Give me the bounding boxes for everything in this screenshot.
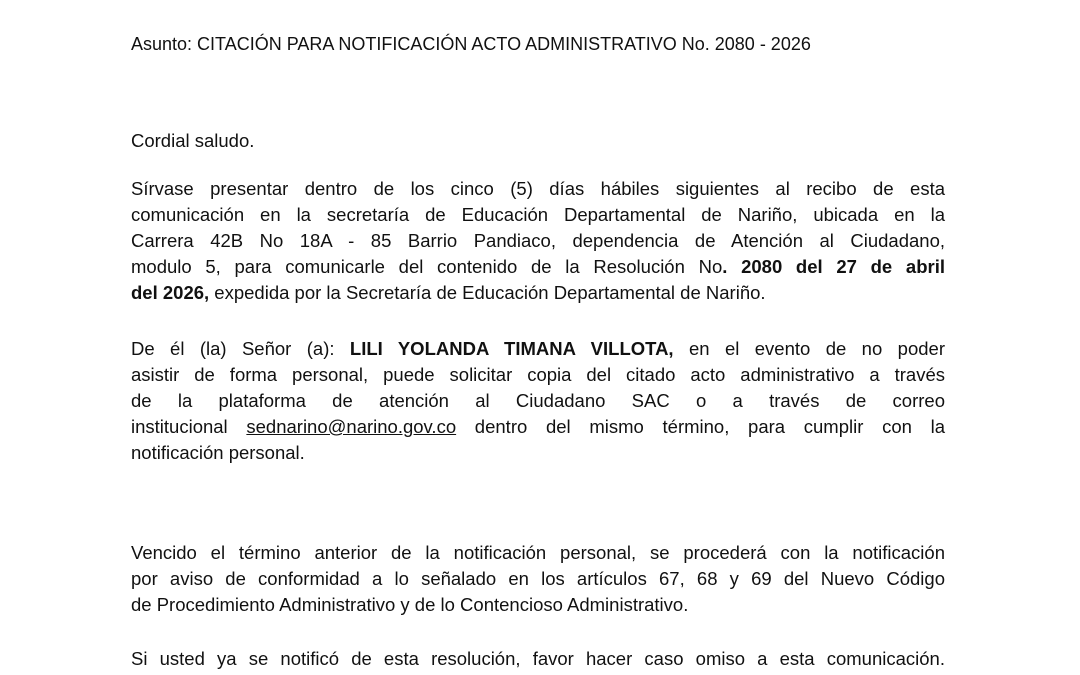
disregard-paragraph [131,646,945,672]
summons-paragraph [131,176,945,306]
paragraph-line [131,414,945,440]
resolution-number: . 2080 del 27 de abril [722,256,945,277]
email-link[interactable]: sednarino@narino.gov.co [246,416,457,437]
paragraph-line: Carrera 42B No 18A - 85 Barrio Pandiaco, dependencia de Atención al Ciudadano, [131,230,945,251]
paragraph-line: Sírvase presentar dentro de los cinco (5) días hábiles siguientes al recibo de esta [131,178,945,199]
paragraph-line: Vencido el término anterior de la notificación personal, se procederá con la notificación [131,542,945,563]
paragraph-line [131,254,945,280]
paragraph-line: asistir de forma personal, puede solicitar copia del citado acto administrativo a través [131,364,945,385]
line-text: modulo 5, para comunicarle del contenido de la Resolución No [131,256,723,277]
line-text: expedida por la Secretaría de Educación Departamental de Nariño. [209,282,766,303]
greeting: Cordial saludo. [131,130,255,151]
line-text: De él (la) Señor (a): [131,338,350,359]
line-text: dentro del mismo término, para cumplir con la [456,416,946,437]
paragraph-line: de la plataforma de atención al Ciudadano SAC o a través de correo [131,390,945,411]
paragraph-line [131,280,945,306]
paragraph-line [131,336,945,362]
paragraph-line: por aviso de conformidad a lo señalado en los artículos 67, 68 y 69 del Nuevo Código [131,568,945,589]
expiry-paragraph [131,540,945,618]
paragraph-line: notificación personal. [131,442,305,463]
line-text: en el evento de no poder [673,338,945,359]
line-text: institucional [131,416,247,437]
resolution-year: del 2026, [131,282,210,303]
paragraph-line: Si usted ya se notificó de esta resolución, favor hacer caso omiso a esta comunicación. [131,648,945,669]
recipient-paragraph [131,336,945,466]
subject-line: Asunto: CITACIÓN PARA NOTIFICACIÓN ACTO ADMINISTRATIVO No. 2080 - 2026 [131,34,811,54]
paragraph-line: comunicación en la secretaría de Educación Departamental de Nariño, ubicada en la [131,204,945,225]
paragraph-line: de Procedimiento Administrativo y de lo Contencioso Administrativo. [131,594,689,615]
recipient-name: LILI YOLANDA TIMANA VILLOTA, [349,338,674,359]
